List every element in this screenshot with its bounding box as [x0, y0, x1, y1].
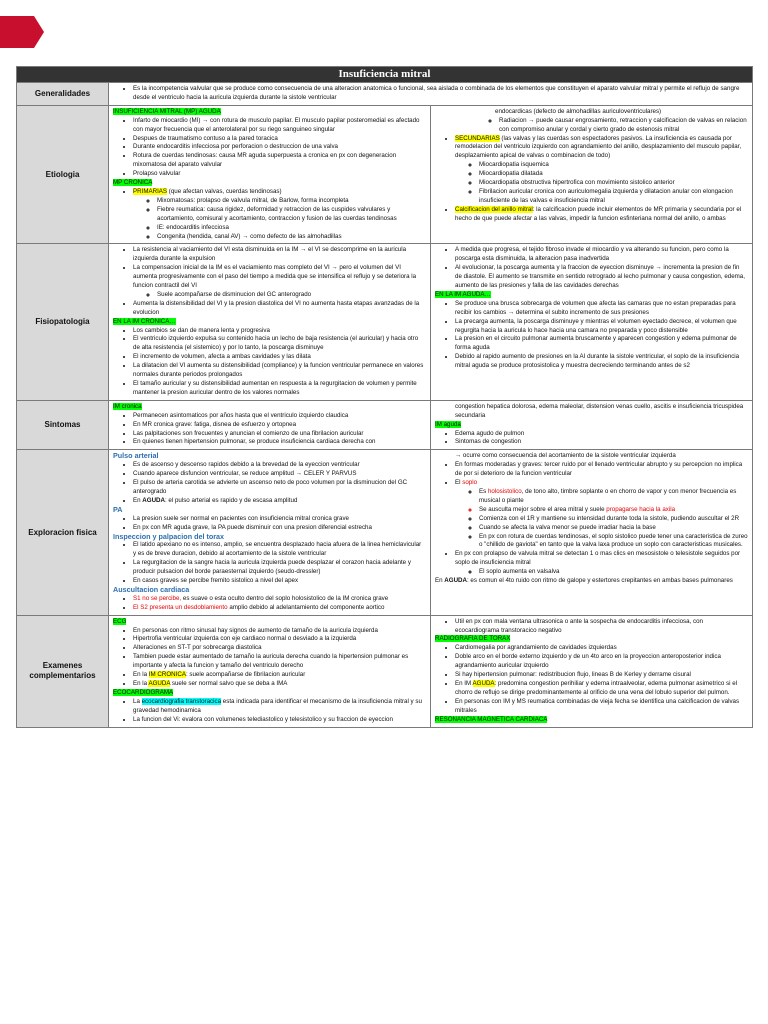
- list-item: • La regurgitacion de la sangre hacia la auricula izquierda puede desplazar el corazon hacia adelante y producir pulsacion del borde paraesternal izquierdo (seudo-dressler): [133, 559, 426, 577]
- list-item: • En personas con ritmo sinusal hay signos de aumento de tamaño de la auricula izquierda: [133, 627, 426, 636]
- section-heading: RESONANCIA MAGNETICA CARDIACA: [435, 715, 548, 723]
- list-item: • La presion suele ser normal en pacientes con insuficiencia mitral cronica grave: [133, 515, 426, 524]
- list-item: • Prolapso valvular: [133, 170, 426, 179]
- list-item: • En la AGUDA suele ser normal salvo que se deba a IMA: [133, 680, 426, 689]
- list-item: • En personas con IM y MS reumatica combinadas de vieja fecha se identifica una calcificacion de valvas mitrales: [455, 698, 748, 716]
- list-item: • El soplo ◦ Es holosistolico, de tono alto, timbre soplante o en chorro de vapor y con menor frecuencia es musical o piante ◦ Se ausculta mejor sobre el area mitral y suele propagarse hacia la axila ◦ Comienza con el 1R y mantiene su intensidad durante toda la sistole, pudiendo auscultar el 2R ◦ Cuando se afecta la valva menor se puede irradiar hacia la base ◦ En px con rotura de cuerdas tendinosas, el soplo sistolico puede tener una caracteristica de zureo o "chillido de gaviota" en tanto que la valva laxa produce un soplo con caracteristicas musicales.: [455, 479, 748, 550]
- sub-item: ◦ Miocardiopatia isquemica: [479, 161, 748, 170]
- insuficiencia-mitral-table: [16, 66, 753, 728]
- list-item: • Se produce una brusca sobrecarga de volumen que afecta las camaras que no estan preparadas para recibir los cambios → determina el subito incremento de sus presiones: [455, 300, 748, 318]
- list-item: • El latido apexiano no es intenso, amplio, se encuentra desplazado hacia afuera de la linea hemiclavicular y es de breve duracion, debido al acortamiento de la sistole ventricular: [133, 541, 426, 559]
- section-heading: ECOCARDIOGRAMA: [113, 688, 174, 696]
- list-item: • La compensacion inicial de la IM es el vaciamiento mas completo del VI → pero el volumen del VI aumenta progresivamente con el paso del tiempo a medida que se intensifica el reflujo y se deteriora la funcion contractil del VI ◦ Suele acompañarse de disminucion del GC anterogrado: [133, 264, 426, 300]
- list-item: • Permanecen asintomaticos por años hasta que el ventriculo izquierdo claudica: [133, 412, 426, 421]
- sub-item: ◦ El soplo aumenta en valsalva: [479, 568, 748, 577]
- row-examenes-complementarios: [17, 615, 753, 727]
- highlight: SECUNDARIAS: [455, 134, 500, 142]
- list-item: • En px con MR aguda grave, la PA puede disminuir con una presion diferencial estrecha: [133, 524, 426, 533]
- page-title: Insuficiencia mitral: [17, 67, 753, 83]
- sub-item: ◦ Se ausculta mejor sobre el area mitral y suele propagarse hacia la axila: [479, 506, 748, 515]
- sub-item: ◦ Cuando se afecta la valva menor se puede irradiar hacia la base: [479, 524, 748, 533]
- sub-item: ◦ Suele acompañarse de disminucion del GC anterogrado: [157, 291, 426, 300]
- row-fisiopatologia: [17, 244, 753, 400]
- highlight: Calcificacion del anillo mitral: [455, 205, 533, 213]
- sub-item: ◦ Congenita (hendida, canal AV) → como defecto de las almohadillas: [157, 233, 426, 242]
- list-item: • Hipertrofia ventricular izquierda con eje cardiaco normal o desviado a la izquierda: [133, 635, 426, 644]
- section-heading: Inspeccion y palpacion del torax: [113, 531, 225, 541]
- list-item: • En px con prolapso de valvula mitral se detectan 1 o mas clics en mesosistole o telesistole seguidos por soplo de insuficiencia mitral ◦ El soplo aumenta en valsalva: [455, 550, 748, 577]
- list-item: • Sintomas de congestion: [455, 438, 748, 447]
- section-heading: IM aguda: [435, 420, 461, 428]
- sub-item: ◦ Miocardiopatia dilatada: [479, 170, 748, 179]
- list-item: • El S2 presenta un desdoblamiento amplio debido al adelantamiento del componente aortico: [133, 604, 426, 613]
- row-etiologia: [17, 105, 753, 244]
- list-item: • El tamaño auricular y su distensibilidad aumentan en respuesta a la regurgitacion de volumen y permite mantener la presion auricular dentro de los valores normales: [133, 380, 426, 398]
- row-label: Fisiopatologia: [17, 244, 109, 400]
- list-item: • Las palpitaciones son frecuentes y anuncian el comienzo de una fibrilacion auricular: [133, 430, 426, 439]
- list-item: • La resistencia al vaciamiento del VI esta disminuida en la IM → el VI se descomprime en la auricula izquierda durante la expulsion: [133, 246, 426, 264]
- section-heading: MP CRONICA: [113, 179, 153, 187]
- list-item: • Cuando aparece disfuncion ventricular, se reduce amplitud → CELER Y PARVUS: [133, 470, 426, 479]
- list-item: • La dilatacion del VI aumenta su distensibilidad (compliance) y la funcion ventricular permanece en valores normales durante periodos prolongados: [133, 362, 426, 380]
- list-item: • Si hay hipertension pulmonar: redistribucion flujo, lineas B de Kerley y derrame cisural: [455, 671, 748, 680]
- row-label: Exploracion fisica: [17, 450, 109, 615]
- list-item: • Calcificacion del anillo mitral: la calcificacion puede incluir elementos de MR primaria y secundaria por el hecho de que puede afectar a las valvas, impedir la funcion esfinteriana normal del anillo, o ambas: [455, 206, 748, 224]
- section-heading: INSUFICIENCIA MITRAL (MP) AGUDA: [113, 107, 221, 115]
- sub-item: ◦ IE: endocarditis infecciosa: [157, 224, 426, 233]
- list-item: • Infarto de miocardio (MI) → con rotura de musculo papilar. El musculo papilar posteromedial es afectado con mayor frecuencia que el anterolateral por su riego sanguineo singular: [133, 117, 426, 135]
- row-label: Sintomas: [17, 400, 109, 450]
- continued-text: → ocurre como consecuencia del acortamiento de la sistole ventricular izquierda: [455, 452, 676, 460]
- paragraph: En AGUDA: es comun el 4to ruido con ritmo de galope y estertores crepitantes en ambas bases pulmonares: [435, 577, 733, 585]
- section-heading: ECG: [113, 617, 127, 625]
- sub-item: ◦ Miocardiopatia obstructiva hipertrofica con movimiento sistolico anterior: [479, 179, 748, 188]
- list-item: • En IM AGUDA: predomina congestion perihiliar y edema intraalveolar, edema pulmonar asimetrico si el chorro de reflujo se dirige predominantemente al orificio de una vena del lobulo superior del pulmon.: [455, 680, 748, 698]
- list-item: • La presion en el circuito pulmonar aumenta bruscamente y aparecen congestion y edema pulmonar de forma aguda: [455, 335, 748, 353]
- list-item: • La funcion del Vi: evalora con volumenes telediastolico y telesistolico y su fraccion de eyeccion: [133, 716, 426, 725]
- list-item: • Durante endocarditis infecciosa por perforacion o destruccion de una valva: [133, 143, 426, 152]
- sub-item: ◦ En px con rotura de cuerdas tendinosas, el soplo sistolico puede tener una caracteristica de zureo o "chillido de gaviota" en tanto que la valva laxa produce un soplo con caracteristicas musicales.: [479, 533, 748, 551]
- sub-item: ◦ Comienza con el 1R y mantiene su intensidad durante toda la sistole, pudiendo auscultar el 2R: [479, 515, 748, 524]
- list-item: • S1 no se percibe, es suave o esta oculto dentro del soplo holosistolico de la IM cronica grave: [133, 595, 426, 604]
- list-item: • La precarga aumenta, la poscarga disminuye y mientras el volumen eyectado decrece, el volumen que regurgita hacia la auricula lo hace hacia una camara no preparada y poco distensible: [455, 318, 748, 336]
- list-item: • A medida que progresa, el tejido fibroso invade el miocardio y va alterando su funcion, pero como la poscarga esta disminuida, la alteracion pasa inadvertida: [455, 246, 748, 264]
- sub-item: ◦ Radiacion → puede causar engrosamiento, retraccion y calcificacion de valvas en relacion con compromiso anular y cordal y cierto grado de estenosis mitral: [499, 117, 748, 135]
- sub-item: ◦ Fibrilacion auricular cronica con auriculomegalia izquierda y dilatacion anular con elongacion insuficiente de las valvas e insuficiencia mitral: [479, 188, 748, 206]
- list-item: • Edema agudo de pulmon: [455, 430, 748, 439]
- list-item: • Es la incompetencia valvular que se produce como consecuencia de una alteracion anatomica o funcional, sea aislada o combinada de los elementos que constituyen el aparato valvular mitral y permite el reflujo de sangre desde el ventriculo hacia la auricula izquierda durante la sistole ventricular: [133, 85, 748, 103]
- row-sintomas: [17, 400, 753, 450]
- list-item: • Cardiomegalia por agrandamiento de cavidades izquierdas: [455, 644, 748, 653]
- section-heading: EN LA IM CRONICA…: [113, 317, 176, 325]
- list-item: • En la IM CRONICA: suele acompañarse de fibrilacion auricular: [133, 671, 426, 680]
- list-item: • El pulso de arteria carotida se advierte un ascenso neto de poco volumen por la disminucion del GC anterogrado: [133, 479, 426, 497]
- sub-item: ◦ Mixomatosas: prolapso de valvula mitral, de Barlow, forma incompleta: [157, 197, 426, 206]
- list-item: • Es de ascenso y descenso rapidos debido a la brevedad de la eyeccion ventricular: [133, 461, 426, 470]
- list-item: • SECUNDARIAS (las valvas y las cuerdas son espectadores pasivos. La insuficiencia es causada por remodelacion del ventriculo izquierdo con agrandamiento del anillo, desplazamiento del musculo papilar, desplazamiento apical de valvas o combinacion de todo) ◦ Miocardiopatia isquemica ◦ Miocardiopatia dilatada ◦ Miocardiopatia obstructiva hipertrofica con movimiento sistolico anterior ◦ Fibrilacion auricular cronica con auriculomegalia izquierda y dilatacion anular con elongacion insuficiente de las valvas e insuficiencia mitral: [455, 135, 748, 206]
- list-item: • Aumenta la distensibilidad del VI y la presion diastolica del VI no aumenta hasta etapas avanzadas de la evolucion: [133, 300, 426, 318]
- section-heading: Pulso arterial: [113, 451, 159, 461]
- row-exploracion-fisica: [17, 450, 753, 615]
- section-heading: EN LA IM AGUDA…: [435, 290, 491, 298]
- sub-item: ◦ Fiebre reumatica: causa rigidez, deformidad y retraccion de las cuspides valvulares y acortamiento, comisural y acortamiento, contraccion y fusion de las cuerdas tendinosas: [157, 206, 426, 224]
- continued-text: endocardicas (defecto de almohadillas auriculoventriculares): [495, 107, 662, 115]
- list-item: • Al evolucionar, la poscarga aumenta y la fraccion de eyeccion disminuye → incrementa la presion de fin de diastole. El aumento se transmite en sentido retrogrado al lecho pulmonar y causa congestion, edema, aumento de las presiones y falla de las cavidades derechas: [455, 264, 748, 291]
- row-generalidades: [17, 83, 753, 106]
- section-heading: Auscultacion cardiaca: [113, 584, 190, 594]
- highlight: PRIMARIAS: [133, 187, 168, 195]
- list-item: • Util en px con mala ventana ultrasonica o ante la sospecha de endocarditis infecciosa, con ecocardiograma transtoracico negativo: [455, 618, 748, 636]
- row-label: Etiologia: [17, 105, 109, 244]
- list-item: • El incremento de volumen, afecta a ambas cavidades y las dilata: [133, 353, 426, 362]
- list-item: • Rotura de cuerdas tendinosas: causa MR aguda superpuesta a cronica en px con degeneracion mixomatosa del aparato valvular: [133, 152, 426, 170]
- list-item: • Los cambios se dan de manera lenta y progresiva: [133, 327, 426, 336]
- list-item: • En quienes tienen hipertension pulmonar, se produce insuficiencia cardiaca derecha con: [133, 438, 426, 447]
- row-label: Generalidades: [17, 83, 109, 106]
- list-item: • Debido al rapido aumento de presiones en la AI durante la sistole ventricular, el soplo de la insuficiencia mitral aguda se produce protosistolica y muestra decreciendo terminando antes de s2: [455, 353, 748, 371]
- list-item: • En MR cronica grave: fatiga, disnea de esfuerzo y ortopnea: [133, 421, 426, 430]
- continued-text: congestion hepatica dolorosa, edema maleolar, distension venas cuello, ascitis e insuficiencia tricuspidea secundaria: [455, 402, 744, 419]
- list-item: • Doble arco en el borde externo izquierdo y de un 4to arco en la proyeccion anteroposterior indica agrandamiento auricular izquierdo: [455, 653, 748, 671]
- list-item: • En AGUDA: el pulso arterial es rapido y de escasa amplitud: [133, 497, 426, 506]
- list-item: • Alteraciones en ST-T por sobrecarga diastolica: [133, 644, 426, 653]
- sub-item: ◦ Es holosistolico, de tono alto, timbre soplante o en chorro de vapor y con menor frecuencia es musical o piante: [479, 488, 748, 506]
- section-heading: PA: [113, 504, 123, 514]
- list-item: • PRIMARIAS (que afectan valvas, cuerdas tendinosas) ◦ Mixomatosas: prolapso de valvula mitral, de Barlow, forma incompleta ◦ Fiebre reumatica: causa rigidez, deformidad y retraccion de las cuspides valvulares y acortamiento, comisural y acortamiento, contraccion y fusion de las cuerdas tendinosas ◦ IE: endocarditis infecciosa ◦ Congenita (hendida, canal AV) → como defecto de las almohadillas: [133, 188, 426, 241]
- row-label: Examenes complementarios: [17, 615, 109, 727]
- section-heading: IM cronica: [113, 402, 142, 410]
- list-item: • Despues de traumatismo contuso a la pared toracica: [133, 135, 426, 144]
- list-item: • En casos graves se percibe fremito sistolico a nivel del apex: [133, 577, 426, 586]
- list-item: • La ecocardiografia transtoracica esta indicada para identificar el mecanismo de la insuficiencia mitral y su gravedad hemodinamica: [133, 698, 426, 716]
- corner-tab-decoration: [0, 16, 44, 48]
- section-heading: RADIOGRAFIA DE TORAX: [435, 635, 511, 643]
- list-item: • En formas moderadas y graves: tercer ruido por el llenado ventricular abrupto y su percepcion no implica de por si deterioro de la funcion ventricular: [455, 461, 748, 479]
- list-item: • El ventriculo izquierdo expulsa su contenido hacia un lecho de baja resistencia (el auricular) y hacia otro de alta resistencia (el sistemico) y por lo tanto, la poscarga disminuye: [133, 335, 426, 353]
- list-item: • Tambien puede estar aumentado de tamaño la auricula derecha cuando la hipertension pulmonar es importante y afecta la funcion y tamaño del ventriculo derecho: [133, 653, 426, 671]
